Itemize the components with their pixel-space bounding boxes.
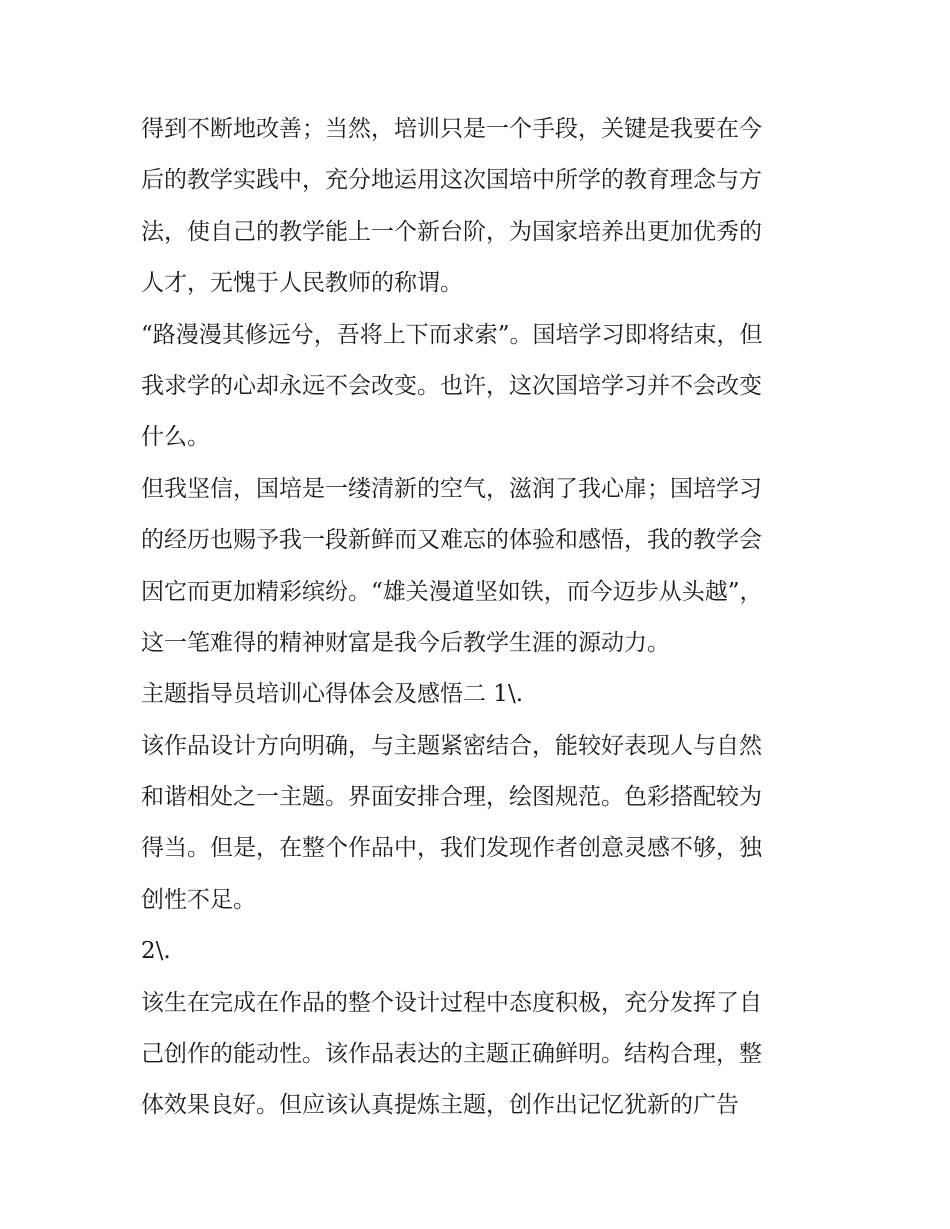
text-line: 的经历也赐予我一段新鲜而又难忘的体验和感悟，我的教学会 — [141, 527, 762, 554]
text-line: 但我坚信，国培是一缕清新的空气，滋润了我心扉；国培学习 — [141, 475, 762, 502]
document-body — [141, 104, 816, 1132]
text-line: 后的教学实践中，充分地运用这次国培中所学的教育理念与方 — [141, 167, 762, 194]
item-number: 2\. — [141, 938, 171, 965]
section-heading: 主题指导员培训心得体会及感悟二 1\. — [141, 681, 524, 708]
text-line: 什么。 — [141, 424, 210, 451]
text-line: 得到不断地改善；当然，培训只是一个手段，关键是我要在今 — [141, 116, 762, 142]
text-line: 己创作的能动性。该作品表达的主题正确鲜明。结构合理，整 — [141, 1041, 762, 1068]
text-line: 创性不足。 — [141, 886, 256, 913]
text-line: 人才，无愧于人民教师的称谓。 — [141, 270, 463, 297]
text-line: 我求学的心却永远不会改变。也许，这次国培学习并不会改变 — [141, 372, 762, 399]
text-line: “路漫漫其修远兮，吾将上下而求索”。国培学习即将结束，但 — [141, 321, 763, 348]
text-line: 该生在完成在作品的整个设计过程中态度积极，充分发挥了自 — [141, 989, 762, 1016]
text-line: 法，使自己的教学能上一个新台阶，为国家培养出更加优秀的 — [141, 218, 762, 245]
text-line: 得当。但是，在整个作品中，我们发现作者创意灵感不够，独 — [141, 835, 762, 862]
text-line: 和谐相处之一主题。界面安排合理，绘图规范。色彩搭配较为 — [141, 784, 762, 811]
text-line: 该作品设计方向明确，与主题紧密结合，能较好表现人与自然 — [141, 732, 762, 759]
text-line: 因它而更加精彩缤纷。“雄关漫道坚如铁，而今迈步从头越”， — [141, 578, 763, 605]
text-line: 体效果良好。但应该认真提炼主题，创作出记忆犹新的广告 — [141, 1092, 739, 1119]
text-line: 这一笔难得的精神财富是我今后教学生涯的源动力。 — [141, 629, 670, 656]
